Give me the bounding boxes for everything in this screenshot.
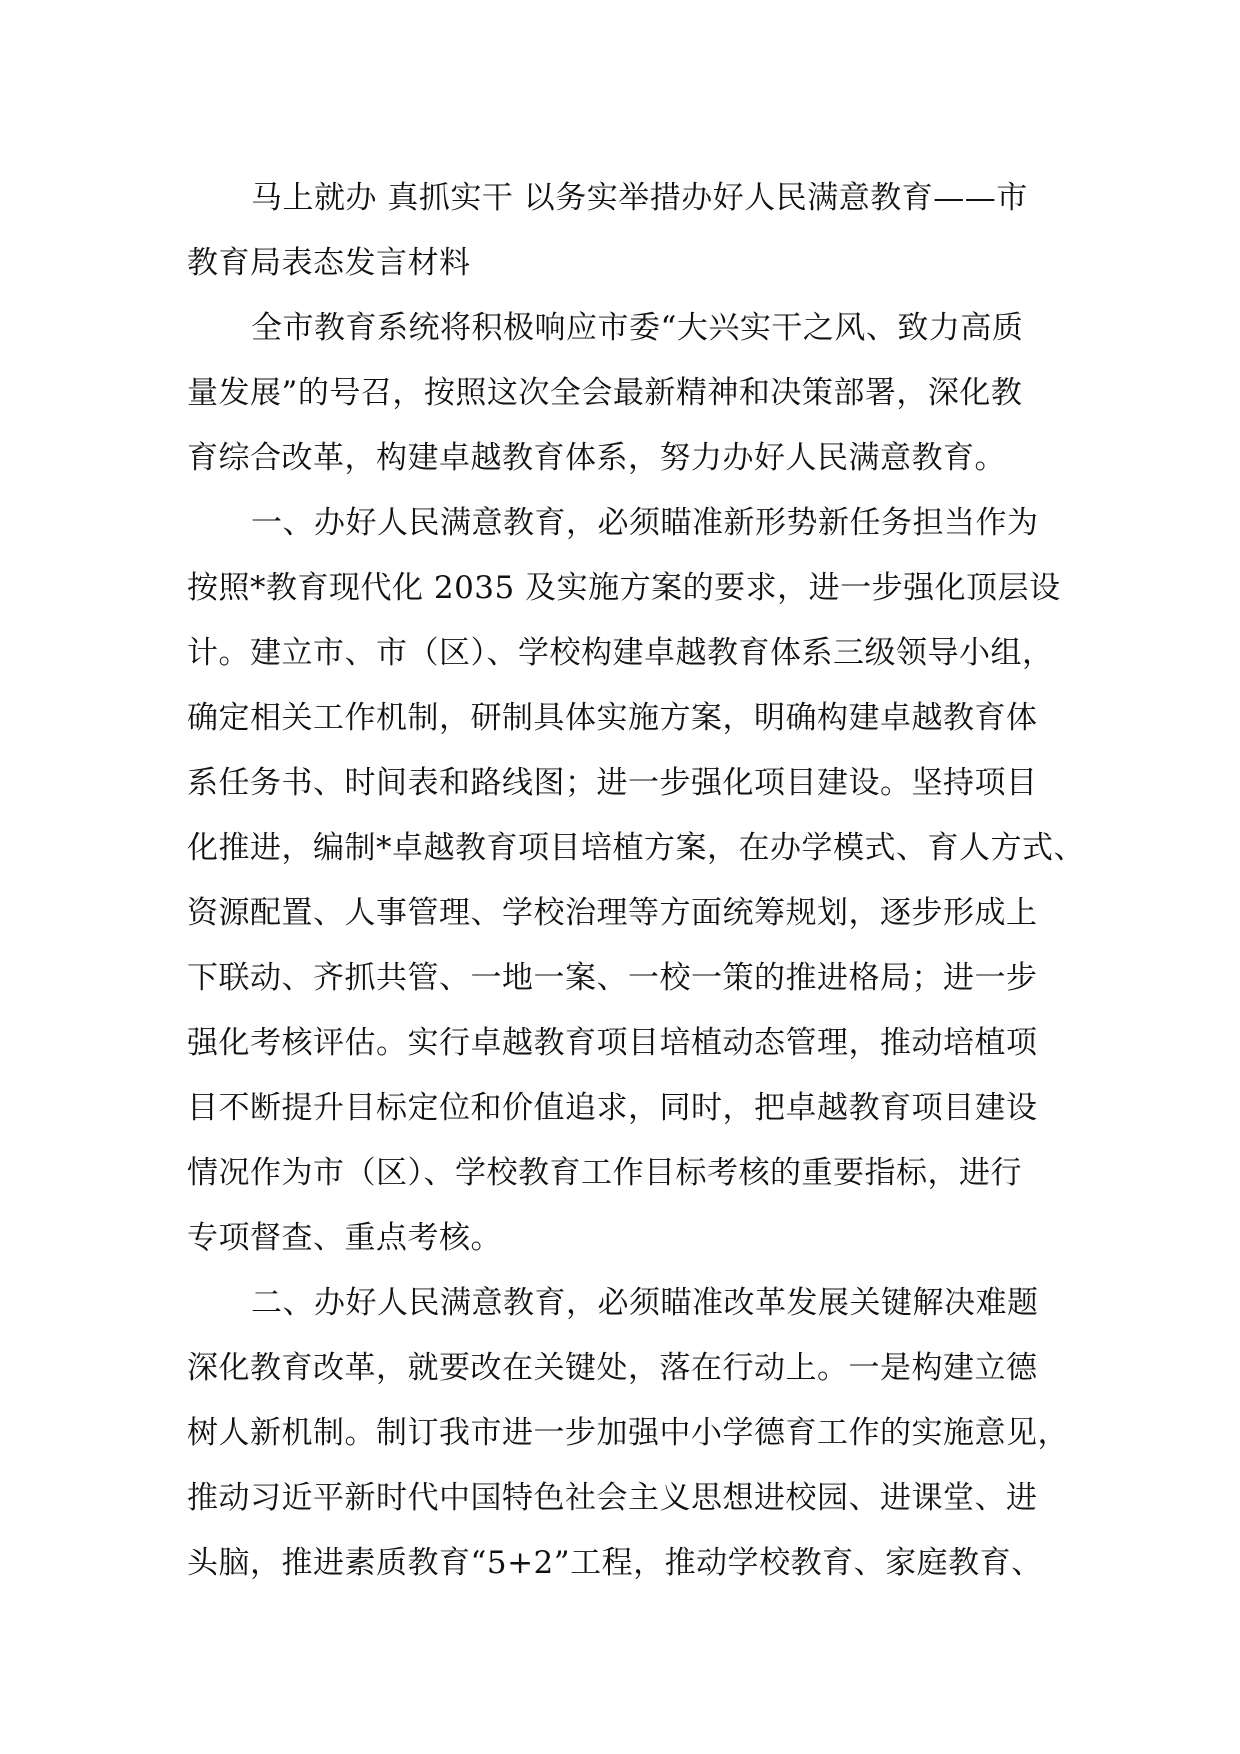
section-1-line-7: 资源配置、人事管理、学校治理等方面统筹规划，逐步形成上 [187, 895, 1038, 931]
section-1-line-1: 一、办好人民满意教育，必须瞄准新形势新任务担当作为 [251, 505, 1039, 541]
intro-line-3: 育综合改革，构建卓越教育体系，努力办好人民满意教育。 [187, 440, 1006, 476]
section-2-line-2: 深化教育改革，就要改在关键处，落在行动上。一是构建立德 [187, 1350, 1038, 1386]
section-1-line-12: 专项督查、重点考核。 [187, 1220, 502, 1256]
section-2-line-3: 树人新机制。制订我市进一步加强中小学德育工作的实施意见， [187, 1415, 1069, 1451]
section-1-line-5: 系任务书、时间表和路线图；进一步强化项目建设。坚持项目 [187, 765, 1038, 801]
section-2-line-1: 二、办好人民满意教育，必须瞄准改革发展关键解决难题 [251, 1285, 1039, 1321]
section-2-line-5: 头脑，推进素质教育“5+2”工程，推动学校教育、家庭教育、 [187, 1545, 1043, 1581]
section-1-line-2: 按照*教育现代化 2035 及实施方案的要求，进一步强化顶层设 [187, 570, 1061, 606]
section-1-line-10: 目不断提升目标定位和价值追求，同时，把卓越教育项目建设 [187, 1090, 1038, 1126]
section-1-line-4: 确定相关工作机制，研制具体实施方案，明确构建卓越教育体 [187, 700, 1038, 736]
section-1-line-9: 强化考核评估。实行卓越教育项目培植动态管理，推动培植项 [187, 1025, 1038, 1061]
section-1-line-3: 计。建立市、市（区）、学校构建卓越教育体系三级领导小组， [187, 635, 1054, 671]
title-line-2: 教育局表态发言材料 [187, 245, 471, 281]
section-1-line-6: 化推进，编制*卓越教育项目培植方案，在办学模式、育人方式、 [187, 830, 1085, 866]
section-1-line-11: 情况作为市（区）、学校教育工作目标考核的重要指标，进行 [187, 1155, 1022, 1191]
document-title [187, 166, 1240, 296]
section-1-paragraph [187, 491, 1240, 1271]
intro-line-2: 量发展”的号召，按照这次全会最新精神和决策部署，深化教 [187, 375, 1023, 411]
section-2-line-4: 推动习近平新时代中国特色社会主义思想进校园、进课堂、进 [187, 1480, 1038, 1516]
document-body [187, 166, 1240, 1596]
section-1-line-8: 下联动、齐抓共管、一地一案、一校一策的推进格局；进一步 [187, 960, 1038, 996]
intro-line-1: 全市教育系统将积极响应市委“大兴实干之风、致力高质 [251, 310, 1024, 346]
intro-paragraph [187, 296, 1240, 491]
section-2-paragraph [187, 1271, 1240, 1596]
title-line-1: 马上就办 真抓实干 以务实举措办好人民满意教育——市 [251, 180, 1028, 216]
